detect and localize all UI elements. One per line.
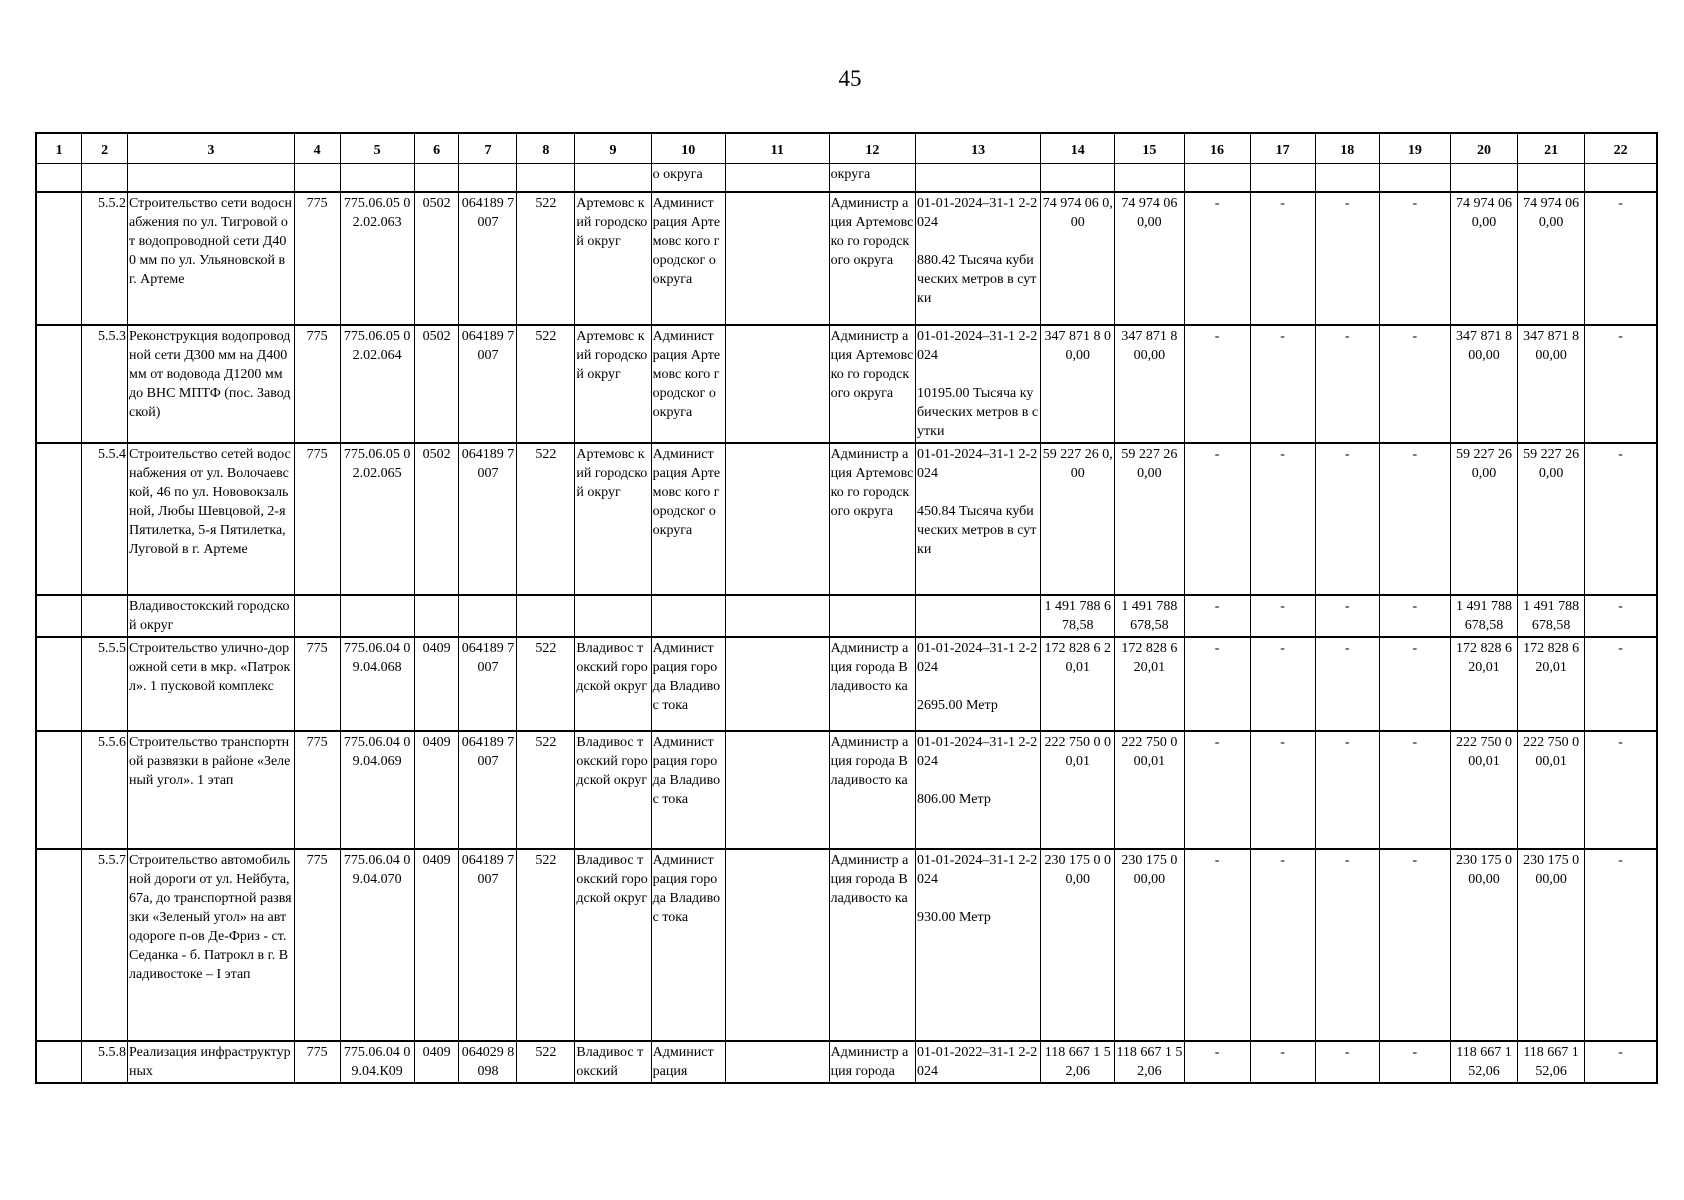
- table-cell-col-3: [128, 164, 295, 192]
- table-cell-col-15: 347 871 8 00,00: [1115, 325, 1184, 443]
- table-cell-col-6: 0409: [414, 849, 459, 1041]
- table-cell-col-3: Владивостокский городской округ: [128, 595, 295, 637]
- table-cell-col-18: -: [1315, 192, 1379, 325]
- table-cell-col-13: [916, 595, 1041, 637]
- table-cell-col-11: [725, 1041, 829, 1083]
- table-cell-col-2: 5.5.4: [82, 443, 128, 595]
- column-header-6: 6: [414, 133, 459, 164]
- table-cell-col-17: -: [1250, 637, 1315, 731]
- table-cell-col-19: -: [1379, 637, 1450, 731]
- table-cell-col-20: 74 974 06 0,00: [1450, 192, 1517, 325]
- table-cell-col-19: -: [1379, 1041, 1450, 1083]
- table-cell-col-16: -: [1184, 731, 1250, 849]
- table-cell-col-9: Владивос токский городской округ: [575, 731, 651, 849]
- header-row: [36, 133, 1657, 164]
- table-cell-col-22: -: [1585, 849, 1657, 1041]
- table-cell-col-4: 775: [294, 849, 340, 1041]
- table-cell-col-20: 222 750 0 00,01: [1450, 731, 1517, 849]
- table-cell-col-17: -: [1250, 192, 1315, 325]
- table-cell-col-18: -: [1315, 849, 1379, 1041]
- table-cell-col-6: [414, 595, 459, 637]
- table-cell-col-10: Админист рация города Владивос тока: [651, 849, 725, 1041]
- table-row: [36, 443, 1657, 595]
- table-cell-col-14: 172 828 6 20,01: [1041, 637, 1115, 731]
- table-cell-col-20: [1450, 164, 1517, 192]
- table-cell-col-7: 064189 7007: [459, 637, 517, 731]
- table-cell-col-20: 1 491 788 678,58: [1450, 595, 1517, 637]
- table-cell-col-1: [36, 1041, 82, 1083]
- table-cell-col-16: -: [1184, 1041, 1250, 1083]
- table-cell-col-11: [725, 731, 829, 849]
- table-row: [36, 731, 1657, 849]
- table-cell-col-6: 0409: [414, 731, 459, 849]
- table-cell-col-15: 222 750 0 00,01: [1115, 731, 1184, 849]
- column-header-12: 12: [829, 133, 915, 164]
- table-cell-col-8: 522: [517, 1041, 575, 1083]
- table-cell-col-8: [517, 164, 575, 192]
- table-cell-col-1: [36, 164, 82, 192]
- table-cell-col-9: Владивос токский городской округ: [575, 637, 651, 731]
- table-cell-col-19: -: [1379, 325, 1450, 443]
- table-cell-col-14: 118 667 1 52,06: [1041, 1041, 1115, 1083]
- column-header-5: 5: [340, 133, 414, 164]
- table-cell-col-18: [1315, 164, 1379, 192]
- table-cell-col-3: Строительство сети водоснабжения по ул. Тигровой от водопроводной сети Д400 мм по ул. Ульяновской в г. Артеме: [128, 192, 295, 325]
- table-cell-col-6: 0409: [414, 637, 459, 731]
- table-cell-col-12: Администр ация Артемовско го городского округа: [829, 443, 915, 595]
- table-cell-col-17: -: [1250, 731, 1315, 849]
- table-cell-col-14: [1041, 164, 1115, 192]
- table-cell-col-5: 775.06.05 02.02.063: [340, 192, 414, 325]
- table-cell-col-21: 59 227 26 0,00: [1518, 443, 1585, 595]
- table-cell-col-22: -: [1585, 637, 1657, 731]
- column-header-14: 14: [1041, 133, 1115, 164]
- table-cell-col-18: -: [1315, 325, 1379, 443]
- table-cell-col-5: [340, 595, 414, 637]
- table-cell-col-19: -: [1379, 595, 1450, 637]
- table-cell-col-20: 230 175 0 00,00: [1450, 849, 1517, 1041]
- table-cell-col-19: [1379, 164, 1450, 192]
- table-cell-col-8: 522: [517, 192, 575, 325]
- table-cell-col-1: [36, 443, 82, 595]
- table-cell-col-7: 064189 7007: [459, 731, 517, 849]
- table-cell-col-13: 01-01-2024–31-1 2-2024 930.00 Метр: [916, 849, 1041, 1041]
- table-cell-col-16: -: [1184, 637, 1250, 731]
- table-cell-col-5: 775.06.04 09.04.070: [340, 849, 414, 1041]
- table-cell-col-17: -: [1250, 849, 1315, 1041]
- table-cell-col-2: 5.5.5: [82, 637, 128, 731]
- table-cell-col-2: 5.5.6: [82, 731, 128, 849]
- table-cell-col-20: 118 667 1 52,06: [1450, 1041, 1517, 1083]
- table-cell-col-8: 522: [517, 443, 575, 595]
- table-cell-col-21: [1518, 164, 1585, 192]
- table-cell-col-22: -: [1585, 192, 1657, 325]
- table-cell-col-1: [36, 595, 82, 637]
- table-cell-col-11: [725, 443, 829, 595]
- table-cell-col-5: [340, 164, 414, 192]
- column-header-9: 9: [575, 133, 651, 164]
- table-body: [36, 164, 1657, 1083]
- table-cell-col-21: 74 974 06 0,00: [1518, 192, 1585, 325]
- table-cell-col-13: 01-01-2024–31-1 2-2024 2695.00 Метр: [916, 637, 1041, 731]
- table-cell-col-6: 0502: [414, 443, 459, 595]
- table-cell-col-3: Строительство транспортной развязки в районе «Зеленый угол». 1 этап: [128, 731, 295, 849]
- table-cell-col-11: [725, 325, 829, 443]
- table-cell-col-1: [36, 325, 82, 443]
- table-cell-col-4: [294, 164, 340, 192]
- table-cell-col-14: 347 871 8 00,00: [1041, 325, 1115, 443]
- table-cell-col-22: -: [1585, 595, 1657, 637]
- table-cell-col-9: Владивос токский городской округ: [575, 849, 651, 1041]
- table-cell-col-21: 172 828 6 20,01: [1518, 637, 1585, 731]
- table-cell-col-4: [294, 595, 340, 637]
- column-header-17: 17: [1250, 133, 1315, 164]
- table-cell-col-10: Админист рация Артемовс кого городског о округа: [651, 443, 725, 595]
- table-cell-col-13: [916, 164, 1041, 192]
- table-cell-col-15: 230 175 0 00,00: [1115, 849, 1184, 1041]
- table-cell-col-18: -: [1315, 443, 1379, 595]
- table-cell-col-16: -: [1184, 443, 1250, 595]
- table-cell-col-18: -: [1315, 595, 1379, 637]
- table-cell-col-1: [36, 849, 82, 1041]
- column-header-10: 10: [651, 133, 725, 164]
- table-cell-col-20: 59 227 26 0,00: [1450, 443, 1517, 595]
- table-cell-col-13: 01-01-2024–31-1 2-2024 10195.00 Тысяча кубических метров в сутки: [916, 325, 1041, 443]
- table-cell-col-9: [575, 595, 651, 637]
- column-header-20: 20: [1450, 133, 1517, 164]
- table-cell-col-18: -: [1315, 637, 1379, 731]
- table-cell-col-10: Админист рация Артемовс кого городског о округа: [651, 192, 725, 325]
- column-header-3: 3: [128, 133, 295, 164]
- table-cell-col-17: -: [1250, 1041, 1315, 1083]
- table-cell-col-16: [1184, 164, 1250, 192]
- table-cell-col-2: 5.5.7: [82, 849, 128, 1041]
- table-cell-col-19: -: [1379, 731, 1450, 849]
- table-cell-col-17: [1250, 164, 1315, 192]
- table-cell-col-14: 222 750 0 00,01: [1041, 731, 1115, 849]
- column-header-16: 16: [1184, 133, 1250, 164]
- table-cell-col-4: 775: [294, 1041, 340, 1083]
- table-cell-col-20: 347 871 8 00,00: [1450, 325, 1517, 443]
- table-cell-col-6: 0502: [414, 192, 459, 325]
- table-cell-col-14: 74 974 06 0,00: [1041, 192, 1115, 325]
- table-cell-col-3: Строительство автомобильной дороги от ул. Нейбута, 67а, до транспортной развязки «Зеленый угол» на автодороге п-ов Де-Фриз - ст. Седанка - б. Патрокл в г. Владивостоке – I этап: [128, 849, 295, 1041]
- table-cell-col-20: 172 828 6 20,01: [1450, 637, 1517, 731]
- table-row: [36, 1041, 1657, 1083]
- table-cell-col-21: 347 871 8 00,00: [1518, 325, 1585, 443]
- table-cell-col-15: 1 491 788 678,58: [1115, 595, 1184, 637]
- table-cell-col-12: Администр ация города: [829, 1041, 915, 1083]
- table-cell-col-8: 522: [517, 731, 575, 849]
- table-cell-col-10: Админист рация города Владивос тока: [651, 731, 725, 849]
- table-cell-col-19: -: [1379, 849, 1450, 1041]
- table-cell-col-2: 5.5.8: [82, 1041, 128, 1083]
- table-cell-col-7: 064189 7007: [459, 849, 517, 1041]
- table-cell-col-21: 1 491 788 678,58: [1518, 595, 1585, 637]
- table-cell-col-3: Реконструкция водопроводной сети Д300 мм на Д400 мм от водовода Д1200 мм до ВНС МПТФ (пос. Заводской): [128, 325, 295, 443]
- table-cell-col-10: Админист рация города Владивос тока: [651, 637, 725, 731]
- table-cell-col-7: [459, 164, 517, 192]
- table-cell-col-22: -: [1585, 731, 1657, 849]
- table-cell-col-22: -: [1585, 443, 1657, 595]
- table-cell-col-11: [725, 849, 829, 1041]
- table-cell-col-17: -: [1250, 443, 1315, 595]
- table-cell-col-13: 01-01-2024–31-1 2-2024 806.00 Метр: [916, 731, 1041, 849]
- table-cell-col-1: [36, 637, 82, 731]
- table-cell-col-12: округа: [829, 164, 915, 192]
- table-cell-col-22: [1585, 164, 1657, 192]
- table-cell-col-12: Администр ация города Владивосто ка: [829, 637, 915, 731]
- table-cell-col-5: 775.06.05 02.02.064: [340, 325, 414, 443]
- table-row: [36, 849, 1657, 1041]
- table-cell-col-9: [575, 164, 651, 192]
- table-cell-col-10: [651, 595, 725, 637]
- table-cell-col-18: -: [1315, 731, 1379, 849]
- table-cell-col-21: 230 175 0 00,00: [1518, 849, 1585, 1041]
- table-cell-col-12: Администр ация Артемовско го городского округа: [829, 325, 915, 443]
- table-cell-col-15: 74 974 06 0,00: [1115, 192, 1184, 325]
- table-row: [36, 595, 1657, 637]
- table-cell-col-9: Артемовс кий городской округ: [575, 192, 651, 325]
- table-cell-col-22: -: [1585, 325, 1657, 443]
- table-cell-col-14: 59 227 26 0,00: [1041, 443, 1115, 595]
- table-cell-col-12: Администр ация города Владивосто ка: [829, 731, 915, 849]
- table-cell-col-19: -: [1379, 192, 1450, 325]
- column-header-4: 4: [294, 133, 340, 164]
- table-cell-col-21: 118 667 1 52,06: [1518, 1041, 1585, 1083]
- table-row: [36, 325, 1657, 443]
- table-cell-col-4: 775: [294, 637, 340, 731]
- table-cell-col-21: 222 750 0 00,01: [1518, 731, 1585, 849]
- table-cell-col-5: 775.06.05 02.02.065: [340, 443, 414, 595]
- table-cell-col-14: 1 491 788 678,58: [1041, 595, 1115, 637]
- column-header-18: 18: [1315, 133, 1379, 164]
- column-header-7: 7: [459, 133, 517, 164]
- table-cell-col-17: -: [1250, 595, 1315, 637]
- table-cell-col-4: 775: [294, 443, 340, 595]
- table-cell-col-10: Админист рация Артемовс кого городског о округа: [651, 325, 725, 443]
- table-cell-col-7: 064189 7007: [459, 192, 517, 325]
- column-header-13: 13: [916, 133, 1041, 164]
- page-number: 45: [838, 66, 862, 91]
- column-header-21: 21: [1518, 133, 1585, 164]
- table-cell-col-15: 59 227 26 0,00: [1115, 443, 1184, 595]
- table-cell-col-2: [82, 595, 128, 637]
- table-cell-col-11: [725, 637, 829, 731]
- table-cell-col-9: Артемовс кий городской округ: [575, 443, 651, 595]
- table-cell-col-12: Администр ация города Владивосто ка: [829, 849, 915, 1041]
- table-cell-col-8: 522: [517, 849, 575, 1041]
- table-cell-col-17: -: [1250, 325, 1315, 443]
- table-cell-col-2: 5.5.3: [82, 325, 128, 443]
- table-row: [36, 164, 1657, 192]
- table-cell-col-4: 775: [294, 325, 340, 443]
- table-cell-col-22: -: [1585, 1041, 1657, 1083]
- table-cell-col-2: [82, 164, 128, 192]
- column-header-8: 8: [517, 133, 575, 164]
- table-cell-col-4: 775: [294, 731, 340, 849]
- table-cell-col-5: 775.06.04 09.04.069: [340, 731, 414, 849]
- table-cell-col-2: 5.5.2: [82, 192, 128, 325]
- table-cell-col-6: [414, 164, 459, 192]
- table-cell-col-3: Строительство сетей водоснабжения от ул. Волочаевской, 46 по ул. Нововокзальной, Любы Шевцовой, 2-я Пятилетка, 5-я Пятилетка, Луговой в г. Артеме: [128, 443, 295, 595]
- table-cell-col-14: 230 175 0 00,00: [1041, 849, 1115, 1041]
- table-cell-col-5: 775.06.04 09.04.068: [340, 637, 414, 731]
- table-cell-col-13: 01-01-2024–31-1 2-2024 880.42 Тысяча кубических метров в сутки: [916, 192, 1041, 325]
- table-cell-col-7: 064189 7007: [459, 325, 517, 443]
- table-cell-col-16: -: [1184, 325, 1250, 443]
- table-cell-col-5: 775.06.04 09.04.К09: [340, 1041, 414, 1083]
- table-cell-col-7: 064189 7007: [459, 443, 517, 595]
- table-cell-col-16: -: [1184, 192, 1250, 325]
- table-cell-col-15: [1115, 164, 1184, 192]
- table-cell-col-6: 0409: [414, 1041, 459, 1083]
- table-cell-col-18: -: [1315, 1041, 1379, 1083]
- table-cell-col-9: Владивос токский: [575, 1041, 651, 1083]
- table-cell-col-11: [725, 595, 829, 637]
- table-row: [36, 637, 1657, 731]
- table-cell-col-6: 0502: [414, 325, 459, 443]
- table-cell-col-16: -: [1184, 849, 1250, 1041]
- table-cell-col-15: 172 828 6 20,01: [1115, 637, 1184, 731]
- budget-table: [35, 132, 1658, 1084]
- table-cell-col-3: Строительство улично-дорожной сети в мкр. «Патрокл». 1 пусковой комплекс: [128, 637, 295, 731]
- table-cell-col-13: 01-01-2022–31-1 2-2024: [916, 1041, 1041, 1083]
- column-header-22: 22: [1585, 133, 1657, 164]
- table-cell-col-11: [725, 164, 829, 192]
- column-header-2: 2: [82, 133, 128, 164]
- column-header-11: 11: [725, 133, 829, 164]
- table-cell-col-7: [459, 595, 517, 637]
- column-header-19: 19: [1379, 133, 1450, 164]
- table-cell-col-11: [725, 192, 829, 325]
- table-cell-col-13: 01-01-2024–31-1 2-2024 450.84 Тысяча кубических метров в сутки: [916, 443, 1041, 595]
- table-cell-col-1: [36, 731, 82, 849]
- table-cell-col-10: о округа: [651, 164, 725, 192]
- table-cell-col-8: 522: [517, 325, 575, 443]
- table-cell-col-8: [517, 595, 575, 637]
- table-cell-col-1: [36, 192, 82, 325]
- column-header-1: 1: [36, 133, 82, 164]
- table-cell-col-12: [829, 595, 915, 637]
- table-cell-col-19: -: [1379, 443, 1450, 595]
- table-cell-col-9: Артемовс кий городской округ: [575, 325, 651, 443]
- table-cell-col-12: Администр ация Артемовско го городского округа: [829, 192, 915, 325]
- table-cell-col-3: Реализация инфраструктурных: [128, 1041, 295, 1083]
- table-cell-col-15: 118 667 1 52,06: [1115, 1041, 1184, 1083]
- table-cell-col-8: 522: [517, 637, 575, 731]
- table-cell-col-7: 064029 8098: [459, 1041, 517, 1083]
- table-cell-col-10: Админист рация: [651, 1041, 725, 1083]
- table-cell-col-16: -: [1184, 595, 1250, 637]
- column-header-15: 15: [1115, 133, 1184, 164]
- table-cell-col-4: 775: [294, 192, 340, 325]
- table-row: [36, 192, 1657, 325]
